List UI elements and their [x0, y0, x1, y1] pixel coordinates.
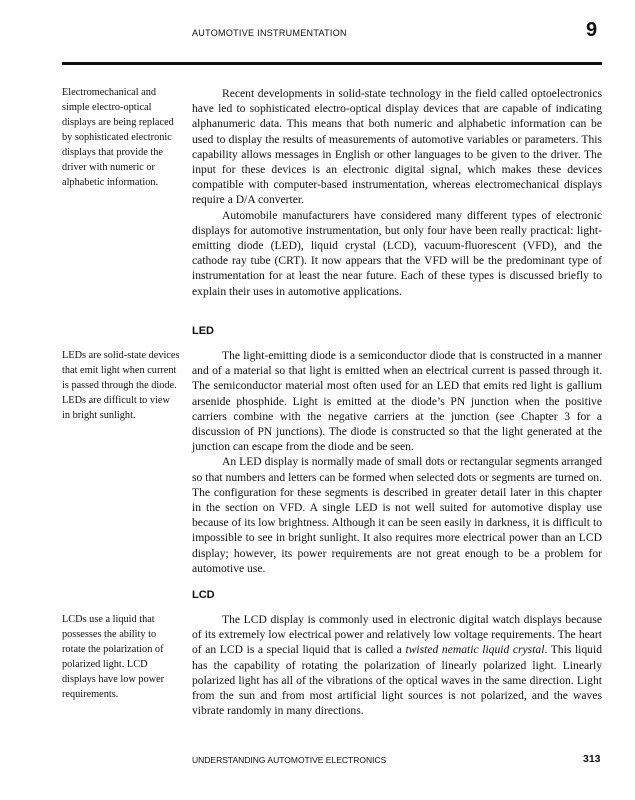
- led-paragraph: An LED display is normally made of small dots or rectangular segments arranged so that numbers and letters can be formed when selected dots or segments are turned on. The configuration for these segments is described in greater detail later in this chapter in the section on VFD. A single LED is not well suited for automotive display use because of its low brightness. Although it can be seen easily in darkness, it is difficult to impossible to see in bright sunlight. It also requires more electrical power than an LCD display; however, its power requirements are not great enough to be a problem for automotive use.: [192, 455, 602, 575]
- led-section: [192, 348, 602, 576]
- running-header-title: AUTOMOTIVE INSTRUMENTATION: [192, 28, 347, 38]
- page-number: 313: [583, 753, 601, 765]
- section-heading-lcd: LCD: [192, 589, 215, 601]
- margin-note-electronic-displays: Electromechanical and simple electro-optical displays are being replaced by sophisticated electronic displays that provide the driver with numeric or alphabetic information.: [62, 87, 174, 188]
- intro-section: [192, 86, 602, 299]
- margin-note-lcd: LCDs use a liquid that possesses the ability to rotate the polarization of polarized light. LCD displays have low power requirements.: [62, 614, 165, 700]
- margin-note-led: LEDs are solid-state devices that emit light when current is passed through the diode. LEDs are difficult to view in bright sunlight.: [62, 350, 180, 421]
- lcd-text-start: The LCD display is commonly used in electronic digital watch displays because of its extremely low electrical power and relatively low voltage requirements. The heart of an LCD is a special liquid that is called a: [192, 613, 602, 657]
- running-footer-title: UNDERSTANDING AUTOMOTIVE ELECTRONICS: [192, 755, 387, 765]
- header-rule: [62, 62, 602, 65]
- chapter-number: 9: [586, 19, 598, 41]
- intro-paragraph: Recent developments in solid-state technology in the field called optoelectronics have led to sophisticated electro-optical display devices that are capable of indicating alphanumeric data. This means that both numeric and alphabetic information can be used to display the results of measurements of automotive variables or parameters. This capability allows messages in English or other languages to be given to the driver. The input for these devices is an electronic digital signal, which makes these devices compatible with computer-based instrumentation, whereas electromechanical displays require a D/A converter.: [192, 87, 602, 207]
- section-heading-led: LED: [192, 325, 214, 337]
- lcd-text-end: . This liquid has the capability of rotating the polarization of linearly polarized light. Linearly polarized light has all of the vibrations of the optical waves in the same direction. Light from the sun and from most artificial light sources is not polarized, and the waves vibrate randomly in many directions.: [192, 643, 602, 718]
- lcd-section: [192, 612, 602, 718]
- lcd-paragraph: [192, 612, 602, 718]
- intro-paragraph: Automobile manufacturers have considered many different types of electronic displays for automotive instrumentation, but only four have been really practical: light-emitting diode (LED), liquid crystal (LCD), vacuum-fluorescent (VFD), and the cathode ray tube (CRT). It now appears that the VFD will be the predominant type of instrumentation for at least the near future. Each of these types is discussed briefly to explain their uses in automotive applications.: [192, 208, 602, 298]
- led-paragraph: The light-emitting diode is a semiconductor diode that is constructed in a manner and of a material so that light is emitted when an electrical current is passed through it. The semiconductor material most often used for an LED that emits red light is gallium arsenide phosphide. Light is emitted at the diode’s PN junction when the positive carriers combine with the negative carriers at the junction (see Chapter 3 for a discussion of PN junctions). The diode is constructed so that the light generated at the junction can escape from the diode and be seen.: [192, 349, 602, 454]
- lcd-italic-term: twisted nematic liquid crystal: [405, 643, 545, 657]
